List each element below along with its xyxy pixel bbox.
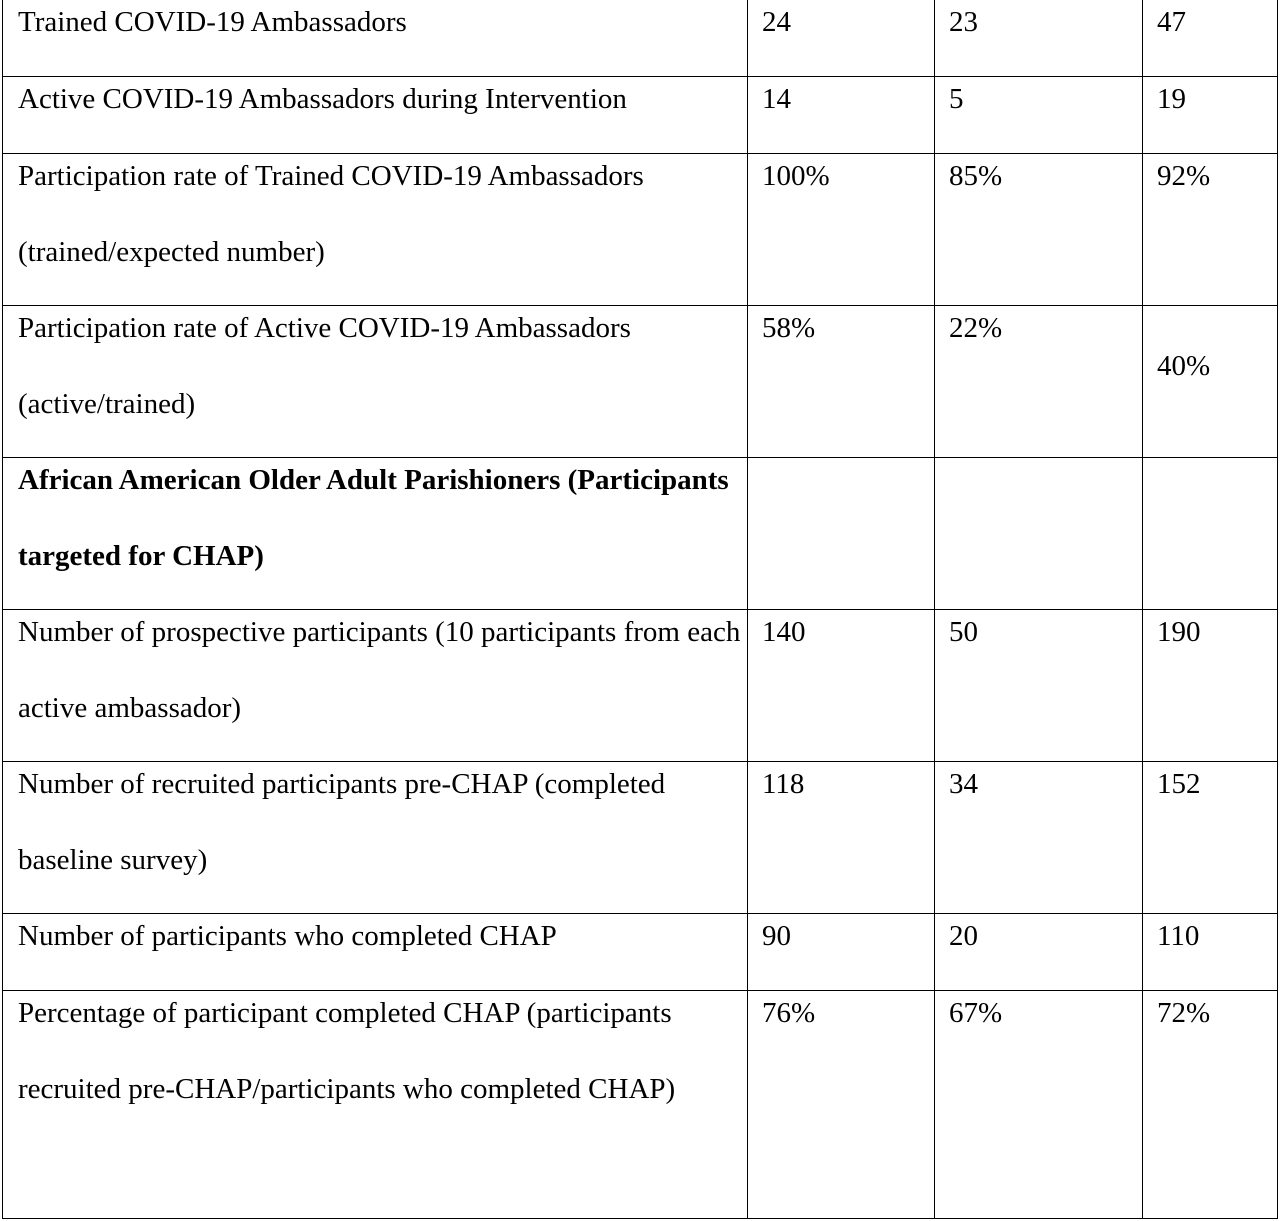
- value-cell: [748, 762, 935, 914]
- cell-value: 58%: [762, 312, 816, 344]
- section-header-cell: [3, 458, 748, 610]
- row-label-cell: [3, 991, 748, 1219]
- row-label-cell: [3, 306, 748, 458]
- value-cell: [935, 762, 1143, 914]
- table-row: [3, 306, 1278, 458]
- cell-value: 19: [1157, 83, 1186, 115]
- value-cell: [1143, 306, 1278, 458]
- cell-value: 22%: [949, 312, 1003, 344]
- cell-value: 47: [1157, 6, 1186, 38]
- cell-value: 14: [762, 83, 791, 115]
- cell-value: 67%: [949, 997, 1003, 1029]
- row-label: Number of prospective participants (10 participants from each active ambassador): [18, 616, 741, 724]
- cell-value: 5: [949, 83, 964, 115]
- row-label: Number of recruited participants pre-CHAP (completed baseline survey): [18, 768, 666, 876]
- value-cell: [935, 610, 1143, 762]
- value-cell: [935, 306, 1143, 458]
- value-cell: [748, 991, 935, 1219]
- cell-value: 50: [949, 616, 978, 648]
- cell-value: 34: [949, 768, 978, 800]
- row-label-cell: [3, 610, 748, 762]
- value-cell: [748, 154, 935, 306]
- value-cell: [1143, 154, 1278, 306]
- cell-value: 100%: [762, 160, 830, 192]
- row-label: Percentage of participant completed CHAP (participants recruited pre-CHAP/participants who completed CHAP): [18, 997, 676, 1105]
- cell-value: 76%: [762, 997, 816, 1029]
- cell-value: 24: [762, 6, 791, 38]
- value-cell: [748, 306, 935, 458]
- data-table-container: [2, 0, 1278, 1219]
- cell-value: 72%: [1157, 997, 1211, 1029]
- value-cell: [935, 991, 1143, 1219]
- cell-value: 110: [1157, 920, 1200, 952]
- value-cell: [748, 610, 935, 762]
- table-row: [3, 762, 1278, 914]
- section-header-label: African American Older Adult Parishioners (Participants targeted for CHAP): [18, 464, 729, 572]
- value-cell: [1143, 610, 1278, 762]
- value-cell: [1143, 991, 1278, 1219]
- row-label: Trained COVID-19 Ambassadors: [18, 6, 407, 38]
- cell-value: 85%: [949, 160, 1003, 192]
- empty-cell: [748, 458, 935, 610]
- cell-value: 23: [949, 6, 978, 38]
- table-row: [3, 610, 1278, 762]
- cell-value: 20: [949, 920, 978, 952]
- cell-value: 90: [762, 920, 791, 952]
- row-label: Participation rate of Trained COVID-19 Ambassadors (trained/expected number): [18, 160, 644, 268]
- row-label-cell: [3, 154, 748, 306]
- table-row-section-header: [3, 458, 1278, 610]
- cell-value: 140: [762, 616, 806, 648]
- row-label: Number of participants who completed CHAP: [18, 920, 557, 952]
- row-label: Active COVID-19 Ambassadors during Intervention: [18, 83, 627, 115]
- row-label-cell: [3, 762, 748, 914]
- row-label: Participation rate of Active COVID-19 Ambassadors (active/trained): [18, 312, 631, 420]
- cell-value: 152: [1157, 768, 1201, 800]
- table-row: [3, 991, 1278, 1219]
- data-table: [2, 0, 1278, 1219]
- value-cell: [935, 154, 1143, 306]
- cell-value: 40%: [1157, 350, 1211, 382]
- cell-value: 92%: [1157, 160, 1211, 192]
- table-row: [3, 154, 1278, 306]
- cell-value: 118: [762, 768, 805, 800]
- empty-cell: [1143, 458, 1278, 610]
- cell-value: 190: [1157, 616, 1201, 648]
- value-cell: [1143, 762, 1278, 914]
- empty-cell: [935, 458, 1143, 610]
